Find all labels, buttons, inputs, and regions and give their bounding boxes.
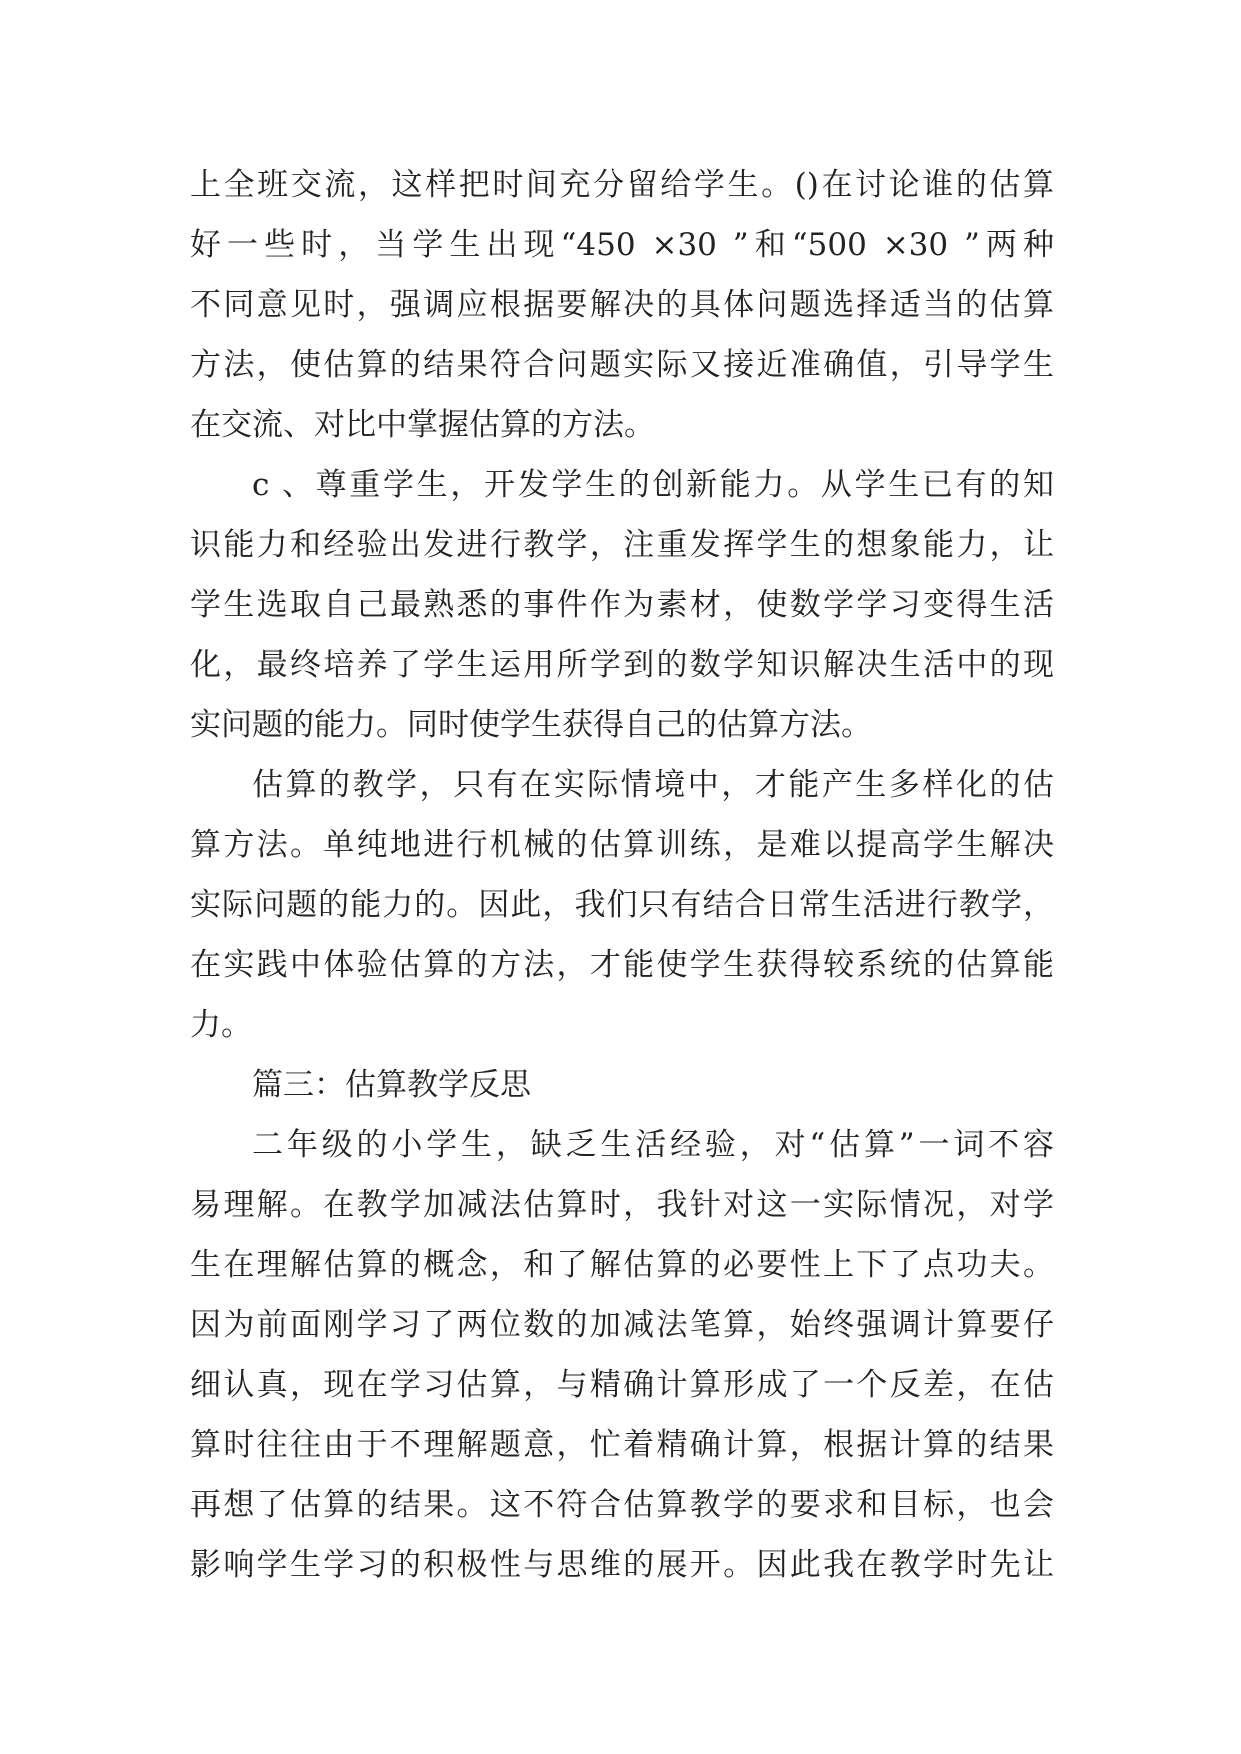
text-line: 在交流、对比中掌握估算的方法。 bbox=[190, 407, 655, 443]
text-line: 再想了估算的结果。这不符合估算教学的要求和目标，也会 bbox=[190, 1487, 1054, 1523]
text-line: 算时往往由于不理解题意，忙着精确计算，根据计算的结果 bbox=[190, 1427, 1054, 1463]
text-line: 上全班交流，这样把时间充分留给学生。()在讨论谁的估算 bbox=[190, 167, 1054, 203]
text-line: 在实践中体验估算的方法，才能使学生获得较系统的估算能 bbox=[190, 947, 1054, 983]
text-line: 生在理解估算的概念，和了解估算的必要性上下了点功夫。 bbox=[190, 1247, 1054, 1283]
text-line: 不同意见时，强调应根据要解决的具体问题选择适当的估算 bbox=[190, 287, 1054, 323]
text-line: 识能力和经验出发进行教学，注重发挥学生的想象能力，让 bbox=[190, 527, 1054, 563]
text-line: 算方法。单纯地进行机械的估算训练，是难以提高学生解决 bbox=[190, 827, 1054, 863]
text-line: 篇三：估算教学反思 bbox=[252, 1067, 531, 1103]
text-line: 化，最终培养了学生运用所学到的数学知识解决生活中的现 bbox=[190, 647, 1054, 683]
text-line: 因为前面刚学习了两位数的加减法笔算，始终强调计算要仔 bbox=[190, 1307, 1054, 1343]
text-line: c 、尊重学生，开发学生的创新能力。从学生已有的知 bbox=[252, 467, 1054, 503]
text-line: 力。 bbox=[190, 1007, 252, 1043]
text-line: 二年级的小学生，缺乏生活经验，对“估算”一词不容 bbox=[252, 1127, 1054, 1163]
document-body bbox=[190, 155, 1054, 1595]
text-line: 方法，使估算的结果符合问题实际又接近准确值，引导学生 bbox=[190, 347, 1054, 383]
text-line: 实问题的能力。同时使学生获得自己的估算方法。 bbox=[190, 707, 872, 743]
text-line: 易理解。在教学加减法估算时，我针对这一实际情况，对学 bbox=[190, 1187, 1054, 1223]
text-line: 实际问题的能力的。因此，我们只有结合日常生活进行教学， bbox=[190, 887, 1054, 923]
text-line: 学生选取自己最熟悉的事件作为素材，使数学学习变得生活 bbox=[190, 587, 1054, 623]
text-line: 估算的教学，只有在实际情境中，才能产生多样化的估 bbox=[252, 767, 1054, 803]
text-line: 影响学生学习的积极性与思维的展开。因此我在教学时先让 bbox=[190, 1547, 1054, 1583]
text-line: 细认真，现在学习估算，与精确计算形成了一个反差，在估 bbox=[190, 1367, 1054, 1403]
text-line: 好一些时，当学生出现“450 ×30 ”和“500 ×30 ”两种 bbox=[190, 227, 1054, 263]
